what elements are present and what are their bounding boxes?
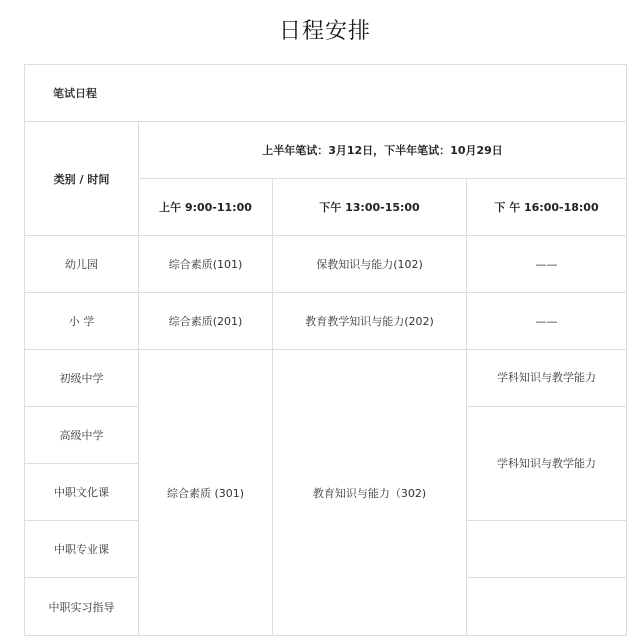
- subject-cell: 教育教学知识与能力(202): [273, 293, 467, 350]
- merged-subject-cell: 教育知识与能力（302): [273, 350, 467, 636]
- category-time-header: 类别 / 时间: [25, 122, 139, 236]
- category-cell: 中职专业课: [25, 521, 139, 578]
- subject-cell: 综合素质(201): [139, 293, 273, 350]
- exam-dates-header: 上半年笔试：3月12日，下半年笔试：10月29日: [139, 122, 627, 179]
- category-cell: 中职实习指导: [25, 578, 139, 636]
- subject-cell: 保教知识与能力(102): [273, 236, 467, 293]
- merged-subject-cell: 综合素质 (301): [139, 350, 273, 636]
- subject-cell: ——: [467, 236, 627, 293]
- category-cell: 小 学: [25, 293, 139, 350]
- category-cell: 中职文化课: [25, 464, 139, 521]
- slot-afternoon-header: 下午 13:00-15:00: [273, 179, 467, 236]
- slot-evening-header: 下 午 16:00-18:00: [467, 179, 627, 236]
- category-cell: 幼儿园: [25, 236, 139, 293]
- table-row: [25, 293, 627, 350]
- section-title: 笔试日程: [25, 65, 627, 122]
- subject-cell: ——: [467, 293, 627, 350]
- subject-cell: 学科知识与教学能力: [467, 350, 627, 407]
- table-row: [25, 350, 627, 407]
- slot-morning-header: 上午 9:00-11:00: [139, 179, 273, 236]
- category-cell: 初级中学: [25, 350, 139, 407]
- subject-cell: 综合素质(101): [139, 236, 273, 293]
- page-title: 日程安排: [278, 19, 371, 44]
- merged-subject-cell: 学科知识与教学能力: [467, 407, 627, 521]
- empty-cell: [467, 521, 627, 578]
- category-cell: 高级中学: [25, 407, 139, 464]
- schedule-table: [24, 64, 627, 636]
- table-row: [25, 236, 627, 293]
- header-row: [25, 122, 627, 179]
- section-row: [25, 65, 627, 122]
